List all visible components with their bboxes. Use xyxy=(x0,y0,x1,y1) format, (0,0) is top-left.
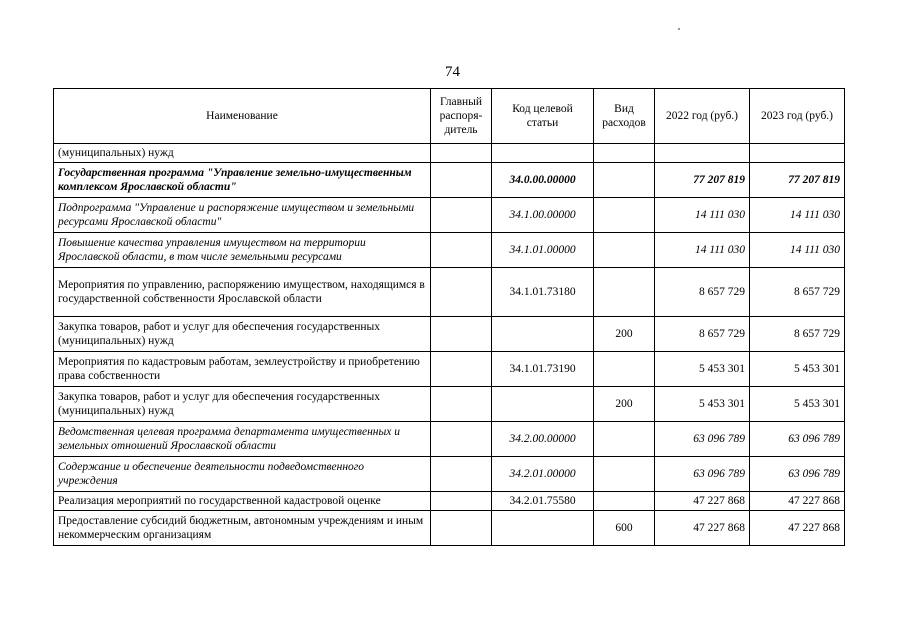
cell-2022: 63 096 789 xyxy=(655,457,750,492)
cell-code: 34.1.00.00000 xyxy=(492,198,594,233)
table-row xyxy=(54,492,845,511)
cell-2022: 47 227 868 xyxy=(655,511,750,546)
table-row xyxy=(54,144,845,163)
cell-type xyxy=(594,163,655,198)
page-number: 74 xyxy=(445,64,460,80)
cell-manager xyxy=(431,457,492,492)
cell-name: Реализация мероприятий по государственной кадастровой оценке xyxy=(54,492,431,511)
cell-manager xyxy=(431,317,492,352)
cell-name: Предоставление субсидий бюджетным, автономным учреждениям и иным некоммерческим организациям xyxy=(54,511,431,546)
cell-name: Ведомственная целевая программа департамента имущественных и земельных отношений Ярославской области xyxy=(54,422,431,457)
cell-2022: 63 096 789 xyxy=(655,422,750,457)
table-row xyxy=(54,233,845,268)
table-row xyxy=(54,511,845,546)
cell-manager xyxy=(431,233,492,268)
cell-2023: 5 453 301 xyxy=(750,352,845,387)
cell-2023 xyxy=(750,144,845,163)
table-row xyxy=(54,163,845,198)
cell-name: Мероприятия по кадастровым работам, землеустройству и приобретению права собственности xyxy=(54,352,431,387)
header-name: Наименование xyxy=(54,89,431,144)
table-row xyxy=(54,317,845,352)
cell-code xyxy=(492,511,594,546)
cell-manager xyxy=(431,352,492,387)
header-type: Вид расходов xyxy=(594,89,655,144)
cell-2023: 8 657 729 xyxy=(750,317,845,352)
header-manager: Главный распоря-дитель xyxy=(431,89,492,144)
cell-type xyxy=(594,422,655,457)
cell-type xyxy=(594,198,655,233)
cell-2023: 5 453 301 xyxy=(750,387,845,422)
cell-type xyxy=(594,492,655,511)
cell-code: 34.1.01.73190 xyxy=(492,352,594,387)
cell-name: Подпрограмма "Управление и распоряжение имуществом и земельными ресурсами Ярославской области" xyxy=(54,198,431,233)
cell-2022 xyxy=(655,144,750,163)
cell-type xyxy=(594,233,655,268)
cell-manager xyxy=(431,492,492,511)
cell-2022: 14 111 030 xyxy=(655,198,750,233)
cell-2023: 14 111 030 xyxy=(750,233,845,268)
cell-type: 200 xyxy=(594,387,655,422)
cell-manager xyxy=(431,511,492,546)
cell-name: Закупка товаров, работ и услуг для обеспечения государственных (муниципальных) нужд xyxy=(54,317,431,352)
cell-2022: 8 657 729 xyxy=(655,317,750,352)
cell-name: Содержание и обеспечение деятельности подведомственного учреждения xyxy=(54,457,431,492)
cell-2023: 47 227 868 xyxy=(750,492,845,511)
cell-type: 200 xyxy=(594,317,655,352)
cell-name: Закупка товаров, работ и услуг для обеспечения государственных (муниципальных) нужд xyxy=(54,387,431,422)
cell-name: Мероприятия по управлению, распоряжению имуществом, находящимся в государственной собственности Ярославской области xyxy=(54,268,431,317)
cell-code: 34.2.01.00000 xyxy=(492,457,594,492)
cell-2022: 5 453 301 xyxy=(655,352,750,387)
cell-name: Повышение качества управления имуществом на территории Ярославской области, в том числе земельными ресурсами xyxy=(54,233,431,268)
cell-code xyxy=(492,387,594,422)
header-2023: 2023 год (руб.) xyxy=(750,89,845,144)
cell-type: 600 xyxy=(594,511,655,546)
cell-2022: 77 207 819 xyxy=(655,163,750,198)
cell-code xyxy=(492,317,594,352)
cell-manager xyxy=(431,422,492,457)
cell-code: 34.2.00.00000 xyxy=(492,422,594,457)
header-2022: 2022 год (руб.) xyxy=(655,89,750,144)
cell-manager xyxy=(431,163,492,198)
cell-manager xyxy=(431,144,492,163)
cell-type xyxy=(594,352,655,387)
cell-manager xyxy=(431,387,492,422)
cell-2023: 63 096 789 xyxy=(750,422,845,457)
budget-table xyxy=(53,88,845,546)
cell-2023: 47 227 868 xyxy=(750,511,845,546)
table-row xyxy=(54,457,845,492)
cell-2023: 8 657 729 xyxy=(750,268,845,317)
cell-2023: 63 096 789 xyxy=(750,457,845,492)
cell-code: 34.1.01.00000 xyxy=(492,233,594,268)
table-header-row xyxy=(54,89,845,144)
table-row xyxy=(54,268,845,317)
cell-code xyxy=(492,144,594,163)
cell-2022: 8 657 729 xyxy=(655,268,750,317)
cell-2022: 14 111 030 xyxy=(655,233,750,268)
scan-artifact xyxy=(678,28,680,30)
cell-type xyxy=(594,144,655,163)
table-row xyxy=(54,387,845,422)
cell-2022: 5 453 301 xyxy=(655,387,750,422)
cell-code: 34.2.01.75580 xyxy=(492,492,594,511)
cell-type xyxy=(594,268,655,317)
cell-manager xyxy=(431,268,492,317)
cell-manager xyxy=(431,198,492,233)
cell-code: 34.0.00.00000 xyxy=(492,163,594,198)
cell-type xyxy=(594,457,655,492)
header-code: Код целевой статьи xyxy=(492,89,594,144)
cell-2023: 77 207 819 xyxy=(750,163,845,198)
cell-code: 34.1.01.73180 xyxy=(492,268,594,317)
cell-name: Государственная программа "Управление земельно-имущественным комплексом Ярославской области" xyxy=(54,163,431,198)
cell-2023: 14 111 030 xyxy=(750,198,845,233)
table-row xyxy=(54,352,845,387)
cell-name: (муниципальных) нужд xyxy=(54,144,431,163)
cell-2022: 47 227 868 xyxy=(655,492,750,511)
table-row xyxy=(54,422,845,457)
table-row xyxy=(54,198,845,233)
